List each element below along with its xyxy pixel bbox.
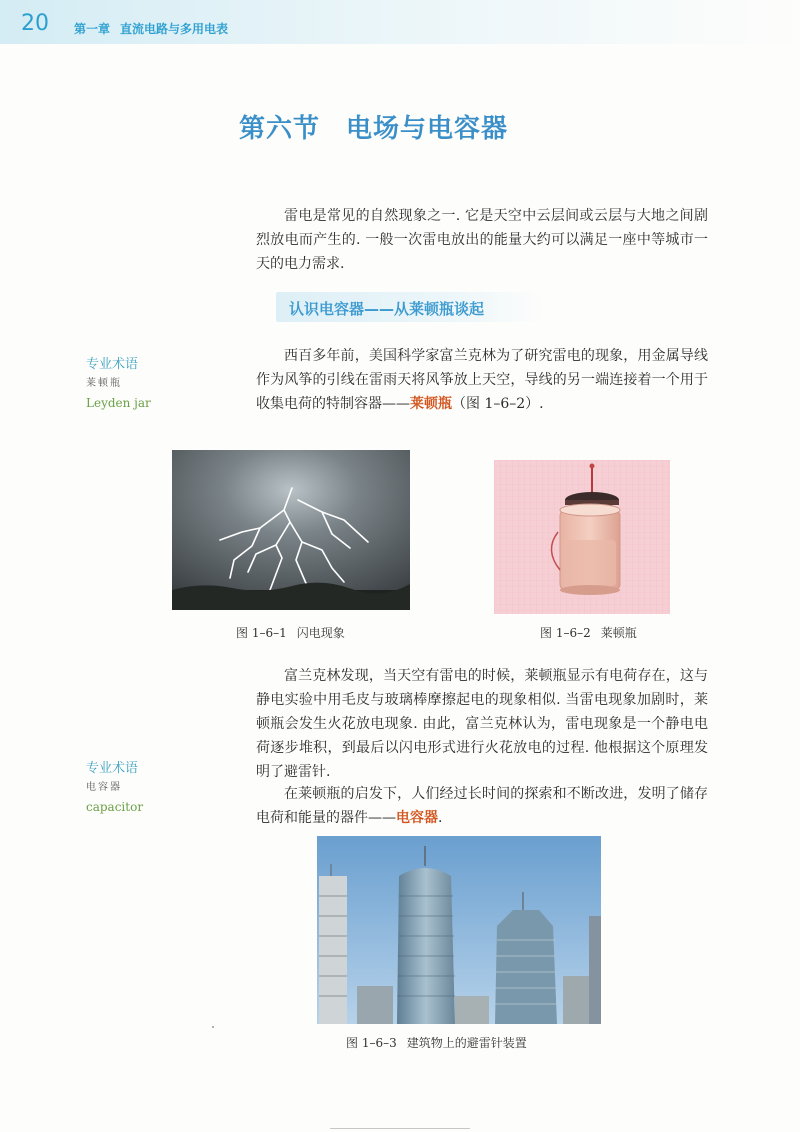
page-number: 20 xyxy=(21,11,49,36)
figure-3-number: 图 1–6–3 xyxy=(346,1036,397,1050)
paragraph-4-tail: . xyxy=(438,810,443,826)
figure-2-caption xyxy=(540,624,637,641)
figure-2-number: 图 1–6–2 xyxy=(540,626,591,640)
section-name: 电场与电容器 xyxy=(346,114,509,144)
print-speck xyxy=(212,1026,214,1028)
margin-term-english: capacitor xyxy=(86,800,144,814)
margin-term-label: 专业术语 xyxy=(86,761,139,776)
paragraph-franklin-discovery: 富兰克林发现，当天空有雷电的时候，莱顿瓶显示有电荷存在，这与静电实验中用毛皮与玻璃棒摩擦起电的现象相似. 当雷电现象加剧时，莱顿瓶会发生火花放电现象. 由此，富兰克林认为，雷电现象是一个静电电荷逐步堆积，到最后以闪电形式进行火花放电的过程. 他根据这个原理发明了避雷针. xyxy=(256,668,708,780)
intro-paragraph: 雷电是常见的自然现象之一. 它是天空中云层间或云层与大地之间剧烈放电而产生的. 一般一次雷电放出的能量大约可以满足一座中等城市一天的电力需求. xyxy=(256,208,708,272)
margin-term-leyden-jar xyxy=(86,356,151,412)
figure-3-title: 建筑物上的避雷针装置 xyxy=(406,1036,527,1050)
chapter-title: 直流电路与多用电表 xyxy=(120,22,229,36)
subheading-text: 认识电容器——从莱顿瓶谈起 xyxy=(289,300,485,318)
chapter-heading xyxy=(74,20,228,37)
figure-2-title: 莱顿瓶 xyxy=(600,626,637,640)
margin-term-label: 专业术语 xyxy=(86,357,139,372)
paragraph-4-text: 在莱顿瓶的启发下，人们经过长时间的探索和不断改进，发明了储存电荷和能量的器件—— xyxy=(256,786,708,826)
figure-3-caption xyxy=(346,1034,527,1051)
paragraph-2-tail: （图 1–6–2）. xyxy=(452,396,544,412)
margin-term-chinese: 莱顿瓶 xyxy=(86,378,122,389)
figure-1-number: 图 1–6–1 xyxy=(236,626,287,640)
leyden-jar-photo xyxy=(494,460,670,614)
margin-term-capacitor xyxy=(86,760,143,816)
section-title xyxy=(239,108,508,145)
paragraph-franklin-kite xyxy=(256,344,708,416)
figure-1-caption xyxy=(236,624,345,641)
buildings-photo xyxy=(317,836,601,1024)
subheading xyxy=(276,292,544,322)
section-number: 第六节 xyxy=(239,114,321,144)
chapter-label: 第一章 xyxy=(74,22,111,36)
margin-term-chinese: 电容器 xyxy=(86,782,122,793)
term-capacitor: 电容器 xyxy=(396,810,438,826)
lightning-photo xyxy=(172,450,410,610)
margin-term-english: Leyden jar xyxy=(86,396,151,410)
term-leyden-jar: 莱顿瓶 xyxy=(410,396,452,412)
paragraph-capacitor xyxy=(256,782,708,830)
paragraph-2-text: 西百多年前，美国科学家富兰克林为了研究雷电的现象，用金属导线作为风筝的引线在雷雨天将风筝放上天空，导线的另一端连接着一个用于收集电荷的特制容器—— xyxy=(256,348,708,412)
figure-1-title: 闪电现象 xyxy=(296,626,345,640)
footer-rule xyxy=(330,1128,470,1129)
